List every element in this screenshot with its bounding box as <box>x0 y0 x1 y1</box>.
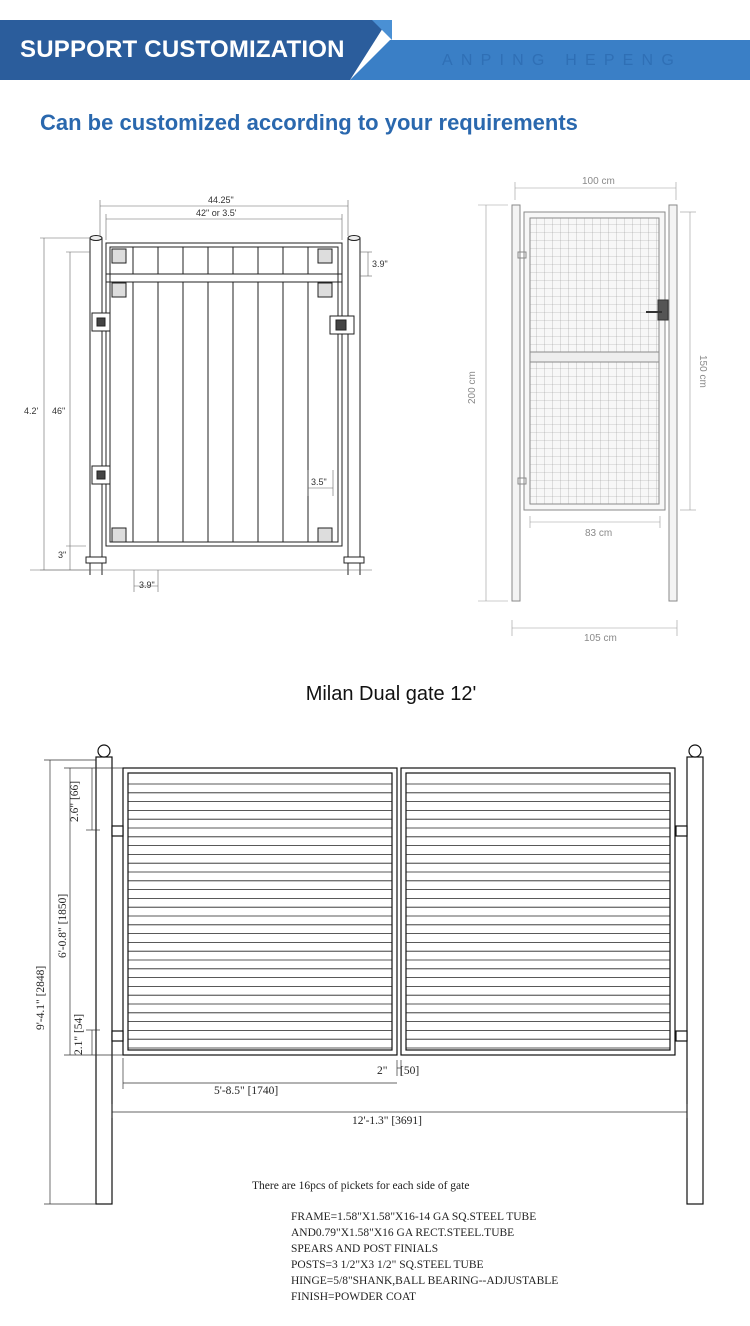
gate1-inner-width: 42" or 3.5' <box>196 208 237 218</box>
gate1-post-width: 3.9" <box>139 580 155 590</box>
brand-name: ANPING HEPENG <box>442 52 682 69</box>
banner-title: SUPPORT CUSTOMIZATION <box>20 36 345 63</box>
gate2-top-width: 100 cm <box>582 176 615 187</box>
gate2-right-height: 150 cm <box>697 355 708 388</box>
gate1-picket-gap: 3.5" <box>311 477 327 487</box>
spec-line: FRAME=1.58"X1.58"X16-14 GA SQ.STEEL TUBE <box>291 1211 537 1223</box>
dual-top-gap: 2.6" [66] <box>69 780 81 822</box>
gate2-inner-width: 83 cm <box>585 528 613 539</box>
gate1-picket-height: 46" <box>52 406 66 416</box>
dual-leaf-width: 5'-8.5" [1740] <box>214 1085 279 1097</box>
gate1-top-rail: 3.9" <box>372 259 388 269</box>
spec-line: POSTS=3 1/2"X3 1/2" SQ.STEEL TUBE <box>291 1259 484 1271</box>
page-subtitle: Can be customized according to your requirements <box>40 110 578 135</box>
dual-picket-note: There are 16pcs of pickets for each side of gate <box>252 1180 470 1192</box>
dual-total-height: 9'-4.1" [2848] <box>35 965 47 1030</box>
spec-list <box>291 1211 558 1303</box>
spec-line: FINISH=POWDER COAT <box>291 1291 417 1303</box>
gate1-total-height: 4.2' <box>24 406 39 416</box>
gate2-bottom-width: 105 cm <box>584 633 617 644</box>
dual-gate-title: Milan Dual gate 12' <box>305 683 477 705</box>
gate1-bottom-gap: 3" <box>58 550 67 560</box>
spec-line: HINGE=5/8"SHANK,BALL BEARING--ADJUSTABLE <box>291 1275 559 1287</box>
dual-center-gap-mm: [50] <box>400 1065 420 1077</box>
gate1-overall-width: 44.25" <box>208 195 234 205</box>
dual-total-width: 12'-1.3" [3691] <box>352 1115 423 1127</box>
dual-center-gap: 2" <box>377 1065 388 1077</box>
spec-line: AND0.79"X1.58"X16 GA RECT.STEEL.TUBE <box>291 1227 515 1239</box>
spec-line: SPEARS AND POST FINIALS <box>291 1243 439 1255</box>
gate2-height: 200 cm <box>467 371 478 404</box>
dual-bottom-gap: 2.1" [54] <box>73 1013 85 1055</box>
dual-panel-height: 6'-0.8" [1850] <box>57 893 69 958</box>
